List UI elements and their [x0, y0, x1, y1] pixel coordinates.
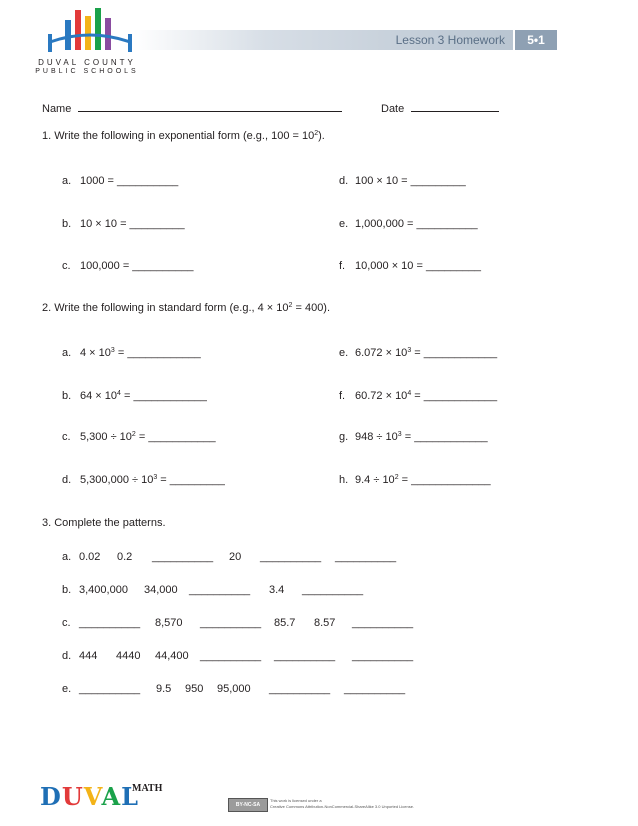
q1-item-e[interactable]: e. 1,000,000 = __________ — [339, 218, 478, 230]
q2-item-a[interactable]: a. $4 \times 10^3$ = ____________ — [62, 347, 201, 359]
q3-row-c[interactable]: c. __________ 8,570 __________ 85.7 8.57 __________ — [62, 617, 414, 629]
q2-item-c[interactable]: c. $5,300 \div 10^2$ = ___________ — [62, 431, 216, 443]
q1-item-a[interactable]: a. 1000 = __________ — [62, 175, 179, 187]
q3-row-d[interactable]: d. 444 4440 44,400 __________ __________ __________ — [62, 650, 414, 662]
cc-license-badge[interactable]: BY-NC-SA — [228, 798, 268, 812]
q2-item-g[interactable]: g. $948 \div 10^3$ = ____________ — [339, 431, 488, 443]
q1-item-c[interactable]: c. 100,000 = __________ — [62, 260, 194, 272]
q1-item-d[interactable]: d. 100 × 10 = _________ — [339, 175, 466, 187]
q1-prompt: 1. Write the following in exponential form (e.g., $100 = 10^2$). — [42, 130, 325, 142]
q3-row-a[interactable]: a. 0.02 0.2 __________ 20 __________ __________ — [62, 551, 397, 563]
name-label: Name — [42, 103, 72, 115]
logo-line2: PUBLIC SCHOOLS — [35, 68, 139, 75]
q2-item-d[interactable]: d. $5,300,000 \div 10^3$ = _________ — [62, 474, 225, 486]
q2-item-e[interactable]: e. $6.072 \times 10^3$ = ____________ — [339, 347, 498, 359]
q1-item-b[interactable]: b. 10 × 10 = _________ — [62, 218, 185, 230]
duval-letter: U — [61, 782, 84, 811]
date-label: Date — [381, 103, 405, 115]
q2-item-h[interactable]: h. $9.4 \div 10^2$ = _____________ — [339, 474, 491, 486]
logo-line1: DUVAL COUNTY — [38, 58, 136, 67]
q2-item-b[interactable]: b. $64 \times 10^4$ = ____________ — [62, 390, 207, 402]
duval-wordmark — [40, 782, 139, 811]
duval-letter: D — [40, 782, 62, 811]
q2-item-f[interactable]: f. $60.72 \times 10^4$ = ____________ — [339, 390, 498, 402]
name-blank[interactable] — [78, 101, 342, 112]
q3-prompt: 3. Complete the patterns. — [42, 517, 166, 529]
date-blank[interactable] — [411, 101, 499, 112]
name-field[interactable] — [42, 101, 342, 116]
lesson-badge: 5•1 — [515, 30, 557, 50]
lesson-title: Lesson 3 Homework — [395, 33, 505, 47]
date-field[interactable] — [381, 101, 499, 116]
license-text: This work is licensed under a Creative Commons Attribution-NonCommercial-ShareAlike 3.0 Unported License. — [270, 798, 415, 809]
q3-row-b[interactable]: b. 3,400,000 34,000 __________ 3.4 __________ — [62, 584, 364, 596]
q3-row-e[interactable]: e. __________ 9.5 950 95,000 __________ __________ — [62, 683, 406, 695]
duval-letter: V — [83, 782, 102, 811]
q2-prompt: 2. Write the following in standard form (e.g., $4 \times 10^2 = 400$). — [42, 302, 331, 314]
q1-item-f[interactable]: f. 10,000 × 10 = _________ — [339, 260, 482, 272]
duval-letter: L — [121, 782, 140, 811]
duval-letter: A — [101, 782, 122, 811]
lesson-header-bar — [133, 30, 513, 50]
math-label: MATH — [132, 783, 163, 794]
